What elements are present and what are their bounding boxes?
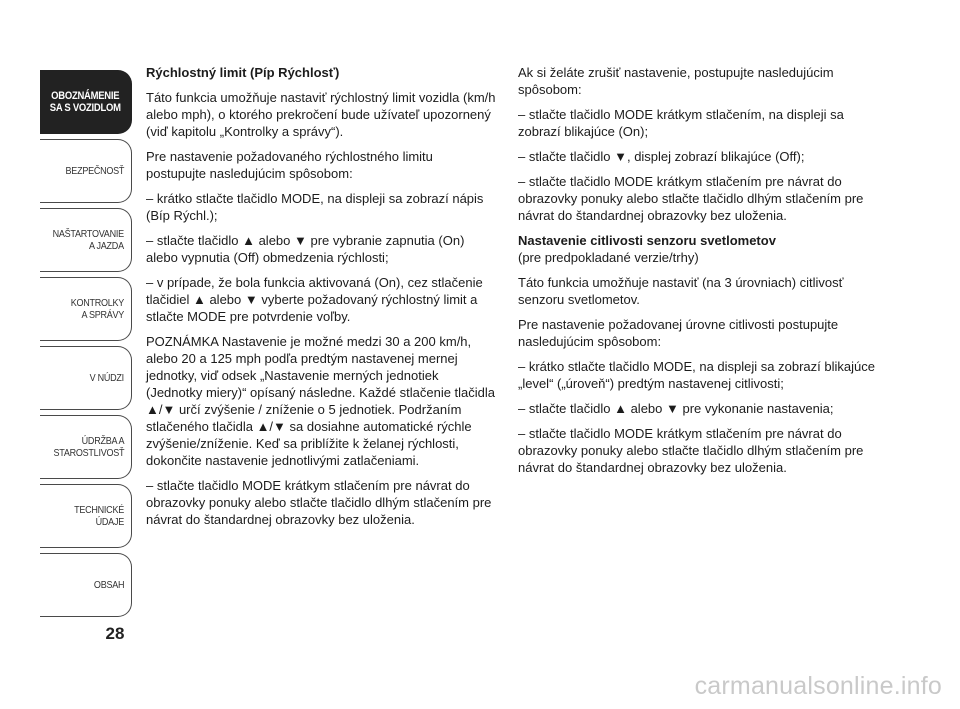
tab-label: OBSAH bbox=[93, 579, 124, 591]
tab-kontrolky[interactable] bbox=[40, 277, 132, 341]
tab-label: V NÚDZI bbox=[89, 372, 124, 384]
paragraph: – stlačte tlačidlo ▲ alebo ▼ pre vybranie zapnutia (On) alebo vypnutia (Off) obmedzenia rýchlosti; bbox=[146, 233, 465, 265]
section-subheading: (pre predpokladané verzie/trhy) bbox=[518, 250, 699, 265]
tab-nastartovanie[interactable] bbox=[40, 208, 132, 272]
section-heading: Rýchlostný limit (Píp Rýchlosť) bbox=[146, 65, 340, 80]
tab-label: BEZPEČNOSŤ bbox=[65, 165, 124, 177]
page-number: 28 bbox=[105, 624, 125, 643]
note-paragraph: POZNÁMKA Nastavenie je možné medzi 30 a 200 km/h, alebo 20 a 125 mph podľa predtým nastavenej mernej jednotky, viď odsek „Nastavenie merných jednotiek (Jednotky miery)“ opísaný následne. Každé stlačenie tlačidla ▲/▼ určí zvýšenie / zníženie o 5 jednotiek. Podržaním stlačeného tlačidla ▲/▼ sa dosiahne automatické rýchle zvýšenie/zníženie. Keď sa priblížite k želanej rýchlosti, dokončite nastavenie jednotlivými zatlačeniami. bbox=[146, 334, 496, 468]
paragraph: – stlačte tlačidlo MODE krátkym stlačením pre návrat do obrazovky ponuky alebo stlačte tlačidlo dlhým stlačením pre návrat do štandardnej obrazovky bez uloženia. bbox=[518, 174, 864, 223]
tab-udrzba[interactable] bbox=[40, 415, 132, 479]
tab-label: TECHNICKÉ ÚDAJE bbox=[74, 504, 124, 528]
paragraph: Táto funkcia umožňuje nastaviť (na 3 úrovniach) citlivosť senzoru svetlometov. bbox=[518, 275, 844, 307]
section-heading: Nastavenie citlivosti senzoru svetlometov bbox=[518, 233, 776, 248]
paragraph: – stlačte tlačidlo ▲ alebo ▼ pre vykonanie nastavenia; bbox=[518, 401, 834, 416]
tab-label: NAŠTARTOVANIE A JAZDA bbox=[52, 228, 124, 252]
tab-technicke-udaje[interactable] bbox=[40, 484, 132, 548]
paragraph: – stlačte tlačidlo ▼, displej zobrazí blikajúce (Off); bbox=[518, 149, 805, 164]
paragraph: Ak si želáte zrušiť nastavenie, postupujte nasledujúcim spôsobom: bbox=[518, 65, 834, 97]
left-column bbox=[146, 64, 496, 536]
right-column bbox=[518, 64, 878, 484]
paragraph: – stlačte tlačidlo MODE krátkym stlačením pre návrat do obrazovky ponuky alebo stlačte tlačidlo dlhým stlačením pre návrat do štandardnej obrazovky bez uloženia. bbox=[146, 478, 492, 527]
tab-oboznamenie[interactable] bbox=[40, 70, 132, 134]
tab-label: ÚDRŽBA A STAROSTLIVOSŤ bbox=[53, 435, 124, 459]
tab-label: OBOZNÁMENIE SA S VOZIDLOM bbox=[50, 90, 121, 114]
tab-obsah[interactable] bbox=[40, 553, 132, 617]
paragraph: – v prípade, že bola funkcia aktivovaná (On), cez stlačenie tlačidiel ▲ alebo ▼ vyberte požadovaný rýchlostný limit a stlačte MODE pre potvrdenie voľby. bbox=[146, 275, 483, 324]
paragraph: Pre nastavenie požadovaného rýchlostného limitu postupujte nasledujúcim spôsobom: bbox=[146, 149, 433, 181]
watermark: carmanualsonline.info bbox=[694, 672, 942, 700]
chapter-tabs bbox=[40, 70, 132, 622]
paragraph: – krátko stlačte tlačidlo MODE, na displeji sa zobrazí nápis (Bíp Rýchl.); bbox=[146, 191, 484, 223]
tab-v-nudzi[interactable] bbox=[40, 346, 132, 410]
paragraph: Pre nastavenie požadovanej úrovne citlivosti postupujte nasledujúcim spôsobom: bbox=[518, 317, 839, 349]
tab-bezpecnost[interactable] bbox=[40, 139, 132, 203]
paragraph: – stlačte tlačidlo MODE krátkym stlačením pre návrat do obrazovky ponuky alebo stlačte tlačidlo dlhým stlačením pre návrat do štandardnej obrazovky bez uloženia. bbox=[518, 426, 864, 475]
paragraph: – stlačte tlačidlo MODE krátkym stlačením, na displeji sa zobrazí blikajúce (On); bbox=[518, 107, 844, 139]
paragraph: Táto funkcia umožňuje nastaviť rýchlostný limit vozidla (km/h alebo mph), o ktorého prekročení bude užívateľ upozornený (viď kapitolu „Kontrolky a správy“). bbox=[146, 90, 496, 139]
paragraph: – krátko stlačte tlačidlo MODE, na displeji sa zobrazí blikajúce „level“ („úroveň“) predtým nastavenej citlivosti; bbox=[518, 359, 875, 391]
tab-label: KONTROLKY A SPRÁVY bbox=[70, 297, 124, 321]
